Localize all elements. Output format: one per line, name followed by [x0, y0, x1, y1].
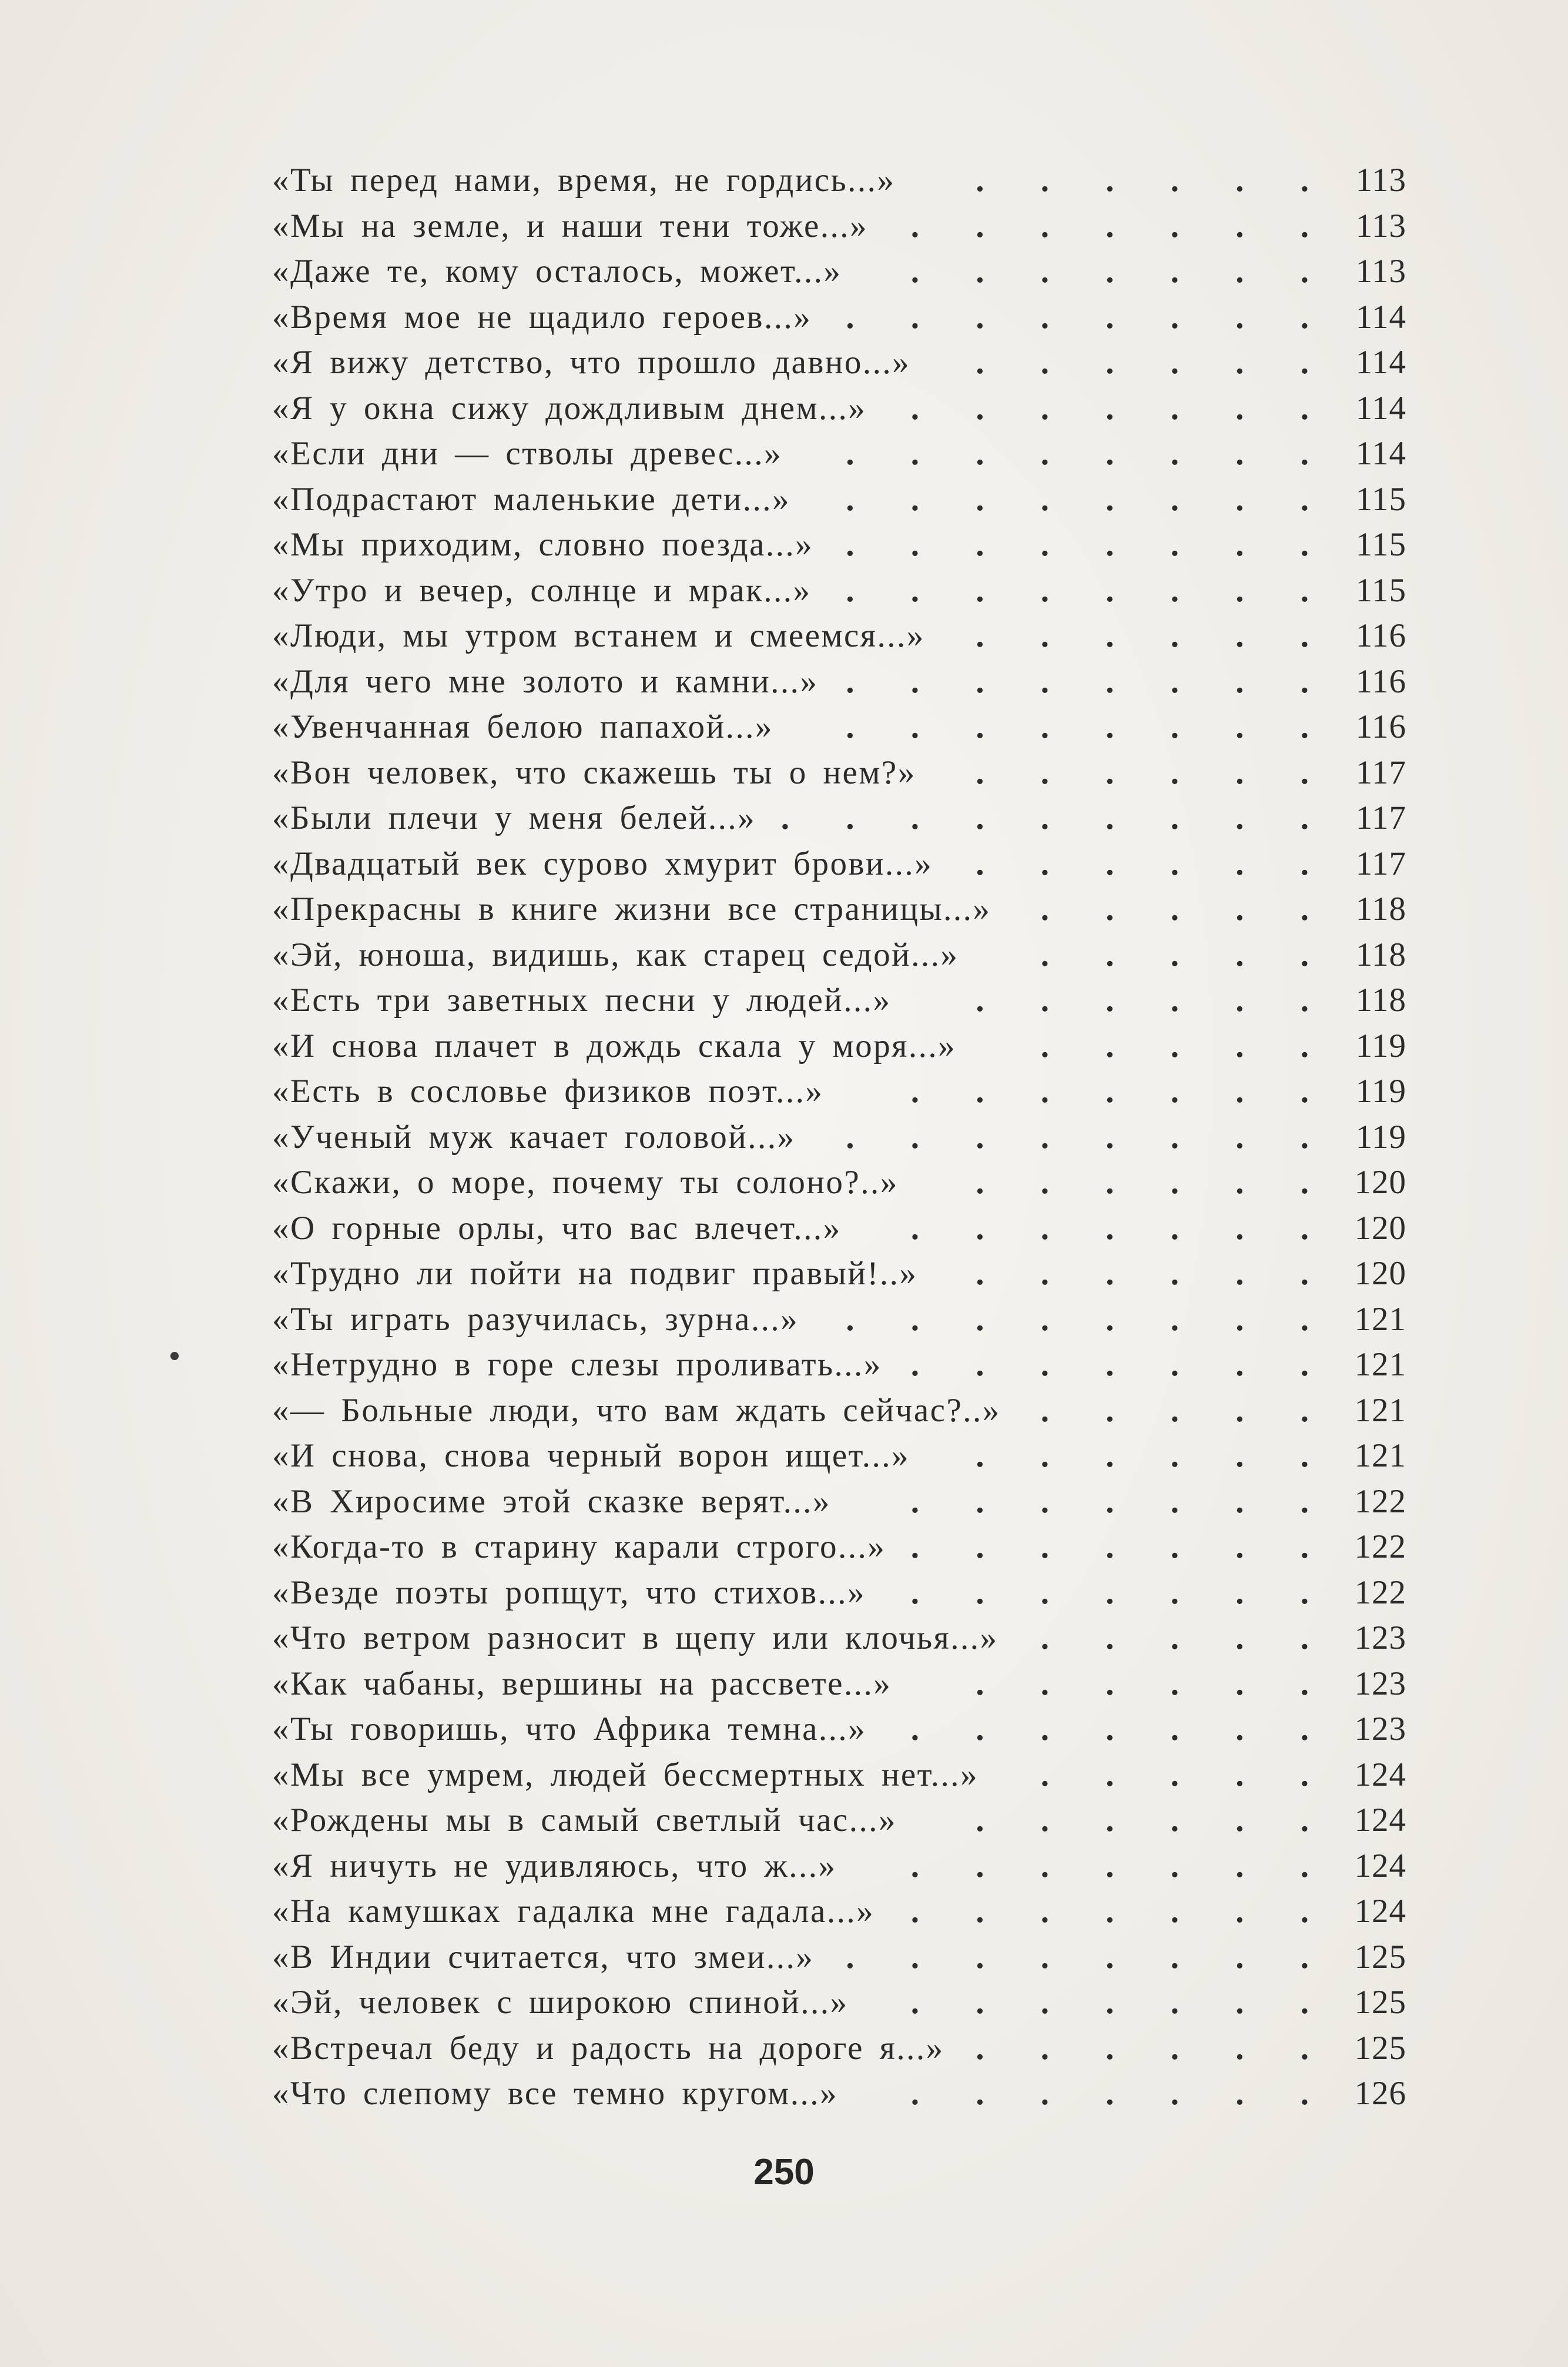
- dot-leader: . . . . . . . .: [846, 298, 1330, 336]
- toc-entry: [272, 886, 1406, 932]
- toc-entry: [272, 750, 1406, 796]
- toc-entry-title: «Ты говоришь, что Африка темна...»: [272, 1710, 867, 1747]
- toc-entry: [272, 340, 1406, 386]
- toc-entry: [272, 1843, 1406, 1889]
- toc-entry: [272, 1388, 1406, 1434]
- dot-leader: . . . . .: [1040, 936, 1330, 973]
- toc-entry-title: «Я вижу детство, что прошло давно...»: [272, 344, 911, 381]
- toc-entry-page: 118: [1355, 936, 1406, 973]
- toc-entry: [272, 977, 1406, 1023]
- dot-leader: . . . . . . . .: [846, 1118, 1330, 1156]
- dot-leader: . . . . . . .: [910, 1573, 1330, 1611]
- dot-leader: . . . . . . .: [910, 207, 1330, 245]
- dot-leader: . . . . .: [1040, 1027, 1330, 1064]
- dot-leader: . . . . .: [1040, 1619, 1330, 1656]
- page-number: 250: [753, 2152, 815, 2192]
- toc-entry-page: 115: [1355, 480, 1406, 518]
- toc-entry: [272, 2071, 1406, 2117]
- toc-entry: [272, 704, 1406, 750]
- toc-entry: [272, 1980, 1406, 2025]
- toc-entry-title: «Подрастают маленькие дети...»: [272, 480, 790, 518]
- dot-leader: . . . . . .: [976, 982, 1330, 1019]
- toc-entry-page: 121: [1354, 1391, 1406, 1429]
- toc-entry-title: «Люди, мы утром встанем и смеемся...»: [272, 617, 925, 654]
- toc-entry-page: 119: [1355, 1027, 1406, 1064]
- toc-entry-page: 114: [1355, 344, 1406, 381]
- toc-entry: [272, 1934, 1406, 1980]
- toc-entry-title: «Встречал беду и радость на дороге я...»: [272, 2029, 944, 2067]
- toc-entry-page: 119: [1355, 1118, 1406, 1156]
- toc-entry-title: «— Больные люди, что вам ждать сейчас?..»: [272, 1391, 1001, 1429]
- toc-entry: [272, 386, 1406, 431]
- toc-entry-title: «Мы на земле, и наши тени тоже...»: [272, 207, 868, 245]
- toc-entry-page: 119: [1355, 1073, 1406, 1110]
- dot-leader: . . . . . .: [976, 1437, 1330, 1474]
- toc-entry: [272, 203, 1406, 249]
- dot-leader: . . . . . . . .: [846, 435, 1330, 472]
- toc-entry-page: 117: [1355, 754, 1406, 791]
- toc-entry-title: «О горные орлы, что вас влечет...»: [272, 1209, 842, 1247]
- toc-entry-title: «Для чего мне золото и камни...»: [272, 662, 819, 700]
- toc-entry-title: «На камушках гадалка мне гадала...»: [272, 1893, 875, 1930]
- dot-leader: . . . . . . .: [910, 1528, 1330, 1565]
- toc-entry-title: «Мы все умрем, людей бессмертных нет...»: [272, 1756, 979, 1793]
- toc-entry: [272, 795, 1406, 841]
- toc-entry: [272, 1297, 1406, 1342]
- dot-leader: . . . . . .: [976, 617, 1330, 654]
- toc-entry-page: 116: [1355, 708, 1406, 745]
- toc-entry-page: 121: [1354, 1346, 1406, 1383]
- toc-entry-page: 113: [1355, 207, 1406, 245]
- dot-leader: . . . . . . .: [910, 1209, 1330, 1247]
- dot-leader: . . . . . . . . .: [780, 799, 1330, 836]
- toc-entry-title: «Даже те, кому осталось, может...»: [272, 253, 842, 290]
- toc-entry-title: «Трудно ли пойти на подвиг правый!..»: [272, 1255, 918, 1292]
- toc-entry-title: «Что слепому все темно кругом...»: [272, 2075, 839, 2112]
- dot-leader: . . . . .: [1040, 890, 1330, 928]
- toc-entry: [272, 1570, 1406, 1616]
- toc-entry: [272, 1433, 1406, 1479]
- toc-entry-page: 120: [1354, 1255, 1406, 1292]
- toc-entry: [272, 522, 1406, 568]
- toc-entry: [272, 1160, 1406, 1206]
- toc-entry: [272, 1615, 1406, 1661]
- toc-entry-page: 115: [1355, 571, 1406, 609]
- dot-leader: . . . . . .: [976, 1164, 1330, 1201]
- toc-entry-page: 113: [1355, 162, 1406, 199]
- dot-leader: . . . . . .: [976, 845, 1330, 882]
- toc-entry-page: 115: [1355, 526, 1406, 563]
- toc-entry: [272, 2025, 1406, 2071]
- dot-leader: . . . . . .: [976, 1665, 1330, 1702]
- toc-entry-page: 123: [1354, 1710, 1406, 1747]
- dot-leader: . . . . . . .: [910, 2075, 1330, 2112]
- dot-leader: . . . . . . .: [910, 1482, 1330, 1520]
- toc-entry-page: 117: [1355, 845, 1406, 882]
- dot-leader: . . . . . . . .: [846, 1938, 1330, 1976]
- toc-entry-title: «Есть в сословье физиков поэт...»: [272, 1073, 824, 1110]
- toc-entry-title: «Есть три заветных песни у людей...»: [272, 982, 892, 1019]
- toc-entry-title: «Ты перед нами, время, не гордись...»: [272, 162, 896, 199]
- toc-entry: [272, 1524, 1406, 1570]
- toc-entry-page: 125: [1354, 2029, 1406, 2067]
- toc-entry: [272, 477, 1406, 523]
- toc-entry-page: 124: [1354, 1802, 1406, 1839]
- toc-entry-title: «Эй, юноша, видишь, как старец седой...»: [272, 936, 959, 973]
- toc-entry: [272, 568, 1406, 614]
- toc-entry-page: 125: [1354, 1938, 1406, 1976]
- ink-speck: [170, 1352, 179, 1360]
- toc-entry: [272, 1342, 1406, 1388]
- dot-leader: . . . . . . .: [910, 1710, 1330, 1747]
- toc-entry-page: 124: [1354, 1847, 1406, 1884]
- toc-entry-title: «И снова плачет в дождь скала у моря...»: [272, 1027, 957, 1064]
- toc-entry-page: 121: [1354, 1300, 1406, 1338]
- dot-leader: . . . . . . . .: [846, 571, 1330, 609]
- toc-entry-page: 124: [1354, 1756, 1406, 1793]
- toc-entry-title: «Я ничуть не удивляюсь, что ж...»: [272, 1847, 837, 1884]
- toc-entry-title: «Нетрудно в горе слезы проливать...»: [272, 1346, 882, 1383]
- toc-entry-page: 117: [1355, 799, 1406, 836]
- toc-entry-title: «Я у окна сижу дождливым днем...»: [272, 389, 867, 427]
- dot-leader: . . . . . . . .: [846, 1300, 1330, 1338]
- toc-entry-title: «Скажи, о море, почему ты солоно?..»: [272, 1164, 899, 1201]
- toc-entry-title: «Эй, человек с широкою спиной...»: [272, 1984, 849, 2021]
- toc-entry-page: 120: [1354, 1209, 1406, 1247]
- toc-entry: [272, 1889, 1406, 1934]
- toc-entry-page: 118: [1355, 890, 1406, 928]
- dot-leader: . . . . . .: [976, 1255, 1330, 1292]
- dot-leader: . . . . . . .: [910, 1346, 1330, 1383]
- dot-leader: . . . . . . . .: [846, 526, 1330, 563]
- toc-entry: [272, 249, 1406, 294]
- dot-leader: . . . . . .: [976, 754, 1330, 791]
- dot-leader: . . . . . .: [976, 2029, 1330, 2067]
- toc-entry-title: «Прекрасны в книге жизни все страницы...»: [272, 890, 991, 928]
- toc-entry-title: «И снова, снова черный ворон ищет...»: [272, 1437, 910, 1474]
- toc-entry-page: 113: [1355, 253, 1406, 290]
- dot-leader: . . . . . . .: [910, 1073, 1330, 1110]
- toc-entry-page: 121: [1354, 1437, 1406, 1474]
- toc-entry-page: 114: [1355, 389, 1406, 427]
- toc-entry-page: 124: [1354, 1893, 1406, 1930]
- dot-leader: . . . . . . . .: [846, 662, 1330, 700]
- toc-entry-title: «Рождены мы в самый светлый час...»: [272, 1802, 897, 1839]
- toc-entry-page: 118: [1355, 982, 1406, 1019]
- toc-entry: [272, 431, 1406, 477]
- toc-entry-title: «Как чабаны, вершины на рассвете...»: [272, 1665, 892, 1702]
- toc-entry: [272, 294, 1406, 340]
- dot-leader: . . . . . . .: [910, 1984, 1330, 2021]
- toc-entry: [272, 1114, 1406, 1160]
- toc-entry-page: 122: [1354, 1573, 1406, 1611]
- toc-entry: [272, 1797, 1406, 1843]
- toc-entry-title: «Когда-то в старину карали строго...»: [272, 1528, 886, 1565]
- toc-entry: [272, 1661, 1406, 1707]
- dot-leader: . . . . .: [1040, 1391, 1330, 1429]
- toc-entry-title: «Если дни — стволы древес...»: [272, 435, 782, 472]
- toc-entry: [272, 659, 1406, 705]
- toc-entry-title: «Везде поэты ропщут, что стихов...»: [272, 1573, 866, 1611]
- toc-entry: [272, 841, 1406, 887]
- toc-entry: [272, 1752, 1406, 1798]
- toc-entry-title: «Время мое не щадило героев...»: [272, 298, 812, 336]
- table-of-contents: [272, 158, 1406, 2117]
- dot-leader: . . . . . . . .: [846, 708, 1330, 745]
- dot-leader: . . . . .: [1040, 1756, 1330, 1793]
- toc-entry-page: 116: [1355, 662, 1406, 700]
- toc-entry: [272, 1251, 1406, 1297]
- toc-entry-page: 122: [1354, 1528, 1406, 1565]
- toc-entry: [272, 158, 1406, 203]
- toc-entry-page: 120: [1354, 1164, 1406, 1201]
- toc-entry-title: «Двадцатый век сурово хмурит брови...»: [272, 845, 933, 882]
- toc-entry-title: «Были плечи у меня белей...»: [272, 799, 756, 836]
- toc-entry-title: «Увенчанная белою папахой...»: [272, 708, 773, 745]
- toc-entry-title: «Ученый муж качает головой...»: [272, 1118, 796, 1156]
- dot-leader: . . . . . . .: [910, 253, 1330, 290]
- toc-entry-title: «В Индии считается, что змеи...»: [272, 1938, 815, 1976]
- toc-entry: [272, 1479, 1406, 1525]
- toc-entry-page: 114: [1355, 435, 1406, 472]
- toc-entry-title: «В Хиросиме этой сказке верят...»: [272, 1482, 831, 1520]
- toc-entry-title: «Ты играть разучилась, зурна...»: [272, 1300, 799, 1338]
- toc-entry-title: «Вон человек, что скажешь ты о нем?»: [272, 754, 916, 791]
- toc-entry: [272, 932, 1406, 978]
- toc-entry-title: «Что ветром разносит в щепу или клочья...»: [272, 1619, 999, 1656]
- dot-leader: . . . . . .: [976, 1802, 1330, 1839]
- dot-leader: . . . . . .: [976, 162, 1330, 199]
- dot-leader: . . . . . .: [976, 344, 1330, 381]
- toc-entry: [272, 613, 1406, 659]
- toc-entry-page: 114: [1355, 298, 1406, 336]
- toc-entry: [272, 1206, 1406, 1251]
- toc-entry-title: «Мы приходим, словно поезда...»: [272, 526, 814, 563]
- dot-leader: . . . . . . .: [910, 1893, 1330, 1930]
- dot-leader: . . . . . . .: [910, 389, 1330, 427]
- toc-entry-page: 123: [1354, 1665, 1406, 1702]
- toc-entry-page: 123: [1354, 1619, 1406, 1656]
- toc-entry-page: 122: [1354, 1482, 1406, 1520]
- toc-entry-page: 126: [1354, 2075, 1406, 2112]
- toc-entry-page: 116: [1355, 617, 1406, 654]
- toc-entry: [272, 1706, 1406, 1752]
- toc-entry-title: «Утро и вечер, солнце и мрак...»: [272, 571, 812, 609]
- dot-leader: . . . . . . .: [910, 1847, 1330, 1884]
- toc-entry: [272, 1069, 1406, 1114]
- toc-entry: [272, 1023, 1406, 1069]
- dot-leader: . . . . . . . .: [846, 480, 1330, 518]
- toc-entry-page: 125: [1354, 1984, 1406, 2021]
